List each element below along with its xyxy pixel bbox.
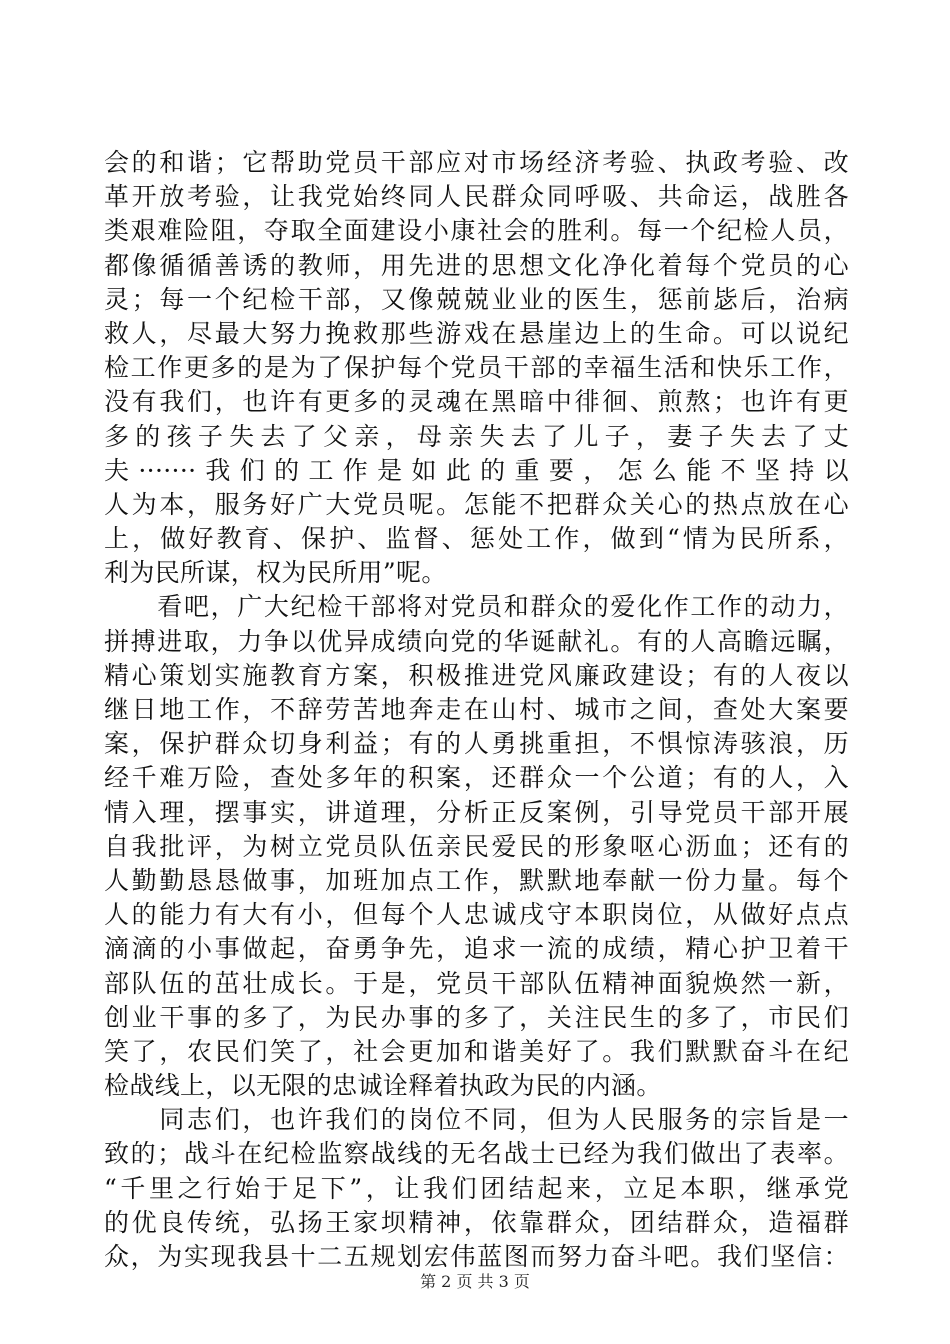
text-line: 人勤勤恳恳做事，加班加点工作，默默地奉献一份力量。每个: [104, 865, 849, 895]
text-line: 致的；战斗在纪检监察战线的无名战士已经为我们做出了表率。: [104, 1139, 849, 1169]
text-line: 精心策划实施教育方案，积极推进党风廉政建设；有的人夜以: [104, 660, 849, 690]
text-line: 部队伍的茁壮成长。于是，党员干部队伍精神面貌焕然一新，: [104, 968, 849, 998]
text-line: 继日地工作，不辞劳苦地奔走在山村、城市之间，查处大案要: [104, 695, 849, 724]
document-body: [104, 146, 849, 1274]
text-line: 众，为实现我县十二五规划宏伟蓝图而努力奋斗吧。我们坚信：: [104, 1242, 849, 1271]
text-line: 看吧，广大纪检干部将对党员和群众的爱化作工作的动力，: [104, 592, 849, 622]
text-line: 利为民所谋，权为民所用”呢。: [104, 558, 447, 588]
text-line: 没有我们，也许有更多的灵魂在黑暗中徘徊、煎熬；也许有更: [104, 387, 849, 417]
text-line: 创业干事的多了，为民办事的多了，关注民生的多了，市民们: [104, 1002, 849, 1032]
page-number-footer: 第 2 页 共 3 页: [420, 1272, 530, 1291]
text-line: “千里之行始于足下”，让我们团结起来，立足本职，继承党: [104, 1173, 849, 1203]
text-line: 案，保护群众切身利益；有的人勇挑重担，不惧惊涛骇浪，历: [104, 729, 849, 759]
text-line: 人的能力有大有小，但每个人忠诚戌守本职岗位，从做好点点: [104, 900, 849, 930]
text-line: 自我批评，为树立党员队伍亲民爱民的形象呕心沥血；还有的: [104, 831, 849, 861]
text-line: 笑了，农民们笑了，社会更加和谐美好了。我们默默奋斗在纪: [104, 1036, 849, 1066]
text-line: 检工作更多的是为了保护每个党员干部的幸福生活和快乐工作，: [104, 353, 849, 383]
text-line: 救人，尽最大努力挽救那些游戏在悬崖边上的生命。可以说纪: [104, 318, 849, 348]
text-line: 上，做好教育、保护、监督、惩处工作，做到“情为民所系，: [104, 524, 849, 554]
text-line: 拼搏进取，力争以优异成绩向党的华诞献礼。有的人高瞻远瞩，: [104, 626, 849, 656]
text-line: 检战线上，以无限的忠诚诠释着执政为民的内涵。: [104, 1071, 662, 1101]
text-line: 革开放考验，让我党始终同人民群众同呼吸、共命运，战胜各: [104, 182, 849, 212]
text-line: 类艰难险阻，夺取全面建设小康社会的胜利。每一个纪检人员，: [104, 216, 849, 246]
text-line: 情入理，摆事实，讲道理，分析正反案例，引导党员干部开展: [104, 797, 849, 827]
text-line: 同志们，也许我们的岗位不同，但为人民服务的宗旨是一: [104, 1105, 849, 1135]
text-line: 多的孩子失去了父亲，母亲失去了儿子，妻子失去了丈: [104, 421, 849, 451]
text-line: 都像循循善诱的教师，用先进的思想文化净化着每个党员的心: [104, 250, 849, 280]
text-line: 人为本，服务好广大党员呢。怎能不把群众关心的热点放在心: [104, 489, 849, 519]
text-line: 夫·······我们的工作是如此的重要，怎么能不坚持以: [104, 455, 849, 485]
text-line: 经千难万险，查处多年的积案，还群众一个公道；有的人，入: [104, 763, 849, 793]
text-line: 的优良传统，弘扬王家坝精神，依靠群众，团结群众，造福群: [104, 1207, 849, 1237]
text-line: 灵；每一个纪检干部，又像兢兢业业的医生，惩前毖后，治病: [104, 284, 849, 314]
text-line: 滴滴的小事做起，奋勇争先，追求一流的成绩，精心护卫着干: [104, 934, 849, 964]
text-line: 会的和谐；它帮助党员干部应对市场经济考验、执政考验、改: [104, 148, 849, 177]
